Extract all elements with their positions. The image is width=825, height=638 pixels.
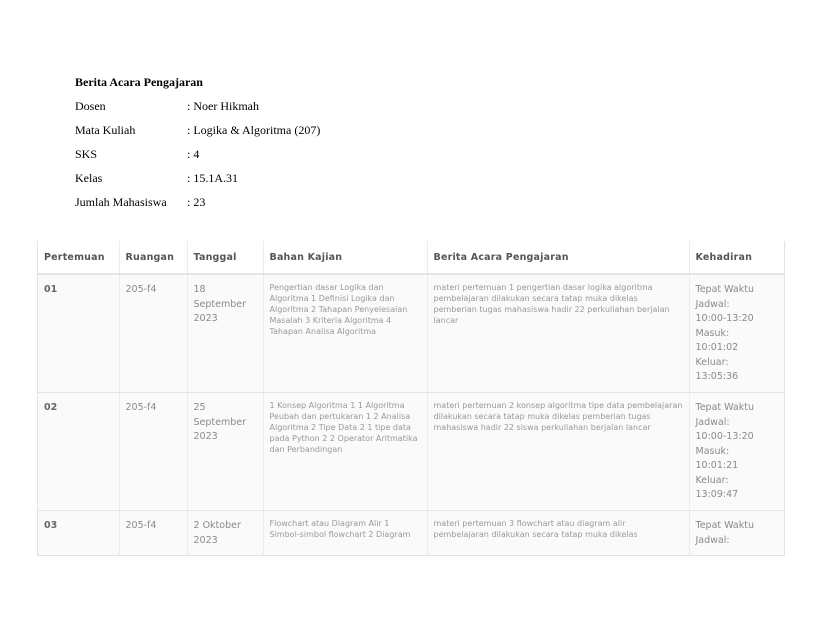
info-value: : Noer Hikmah [187,99,259,113]
cell-bahan-kajian: 1 Konsep Algoritma 1 1 Algoritma Peubah dan pertukaran 1 2 Analisa Algoritma 2 Tipe Data 2 1 tipe data pada Python 2 2 Operator Aritmatika dan Perbandingan [263,393,427,511]
cell-bahan-kajian: Flowchart atau Diagram Alir 1 Simbol-simbol flowchart 2 Diagram [263,511,427,557]
cell-pertemuan: 02 [38,393,119,511]
info-value: : 23 [187,195,206,209]
kehadiran-status: Tepat Waktu [695,520,754,531]
kehadiran-line: 10:01:21 [695,460,739,471]
kehadiran-line: Masuk: [695,445,730,457]
info-row-mata-kuliah [75,121,320,145]
info-row-jumlah-mahasiswa [75,193,320,217]
cell-ruangan: 205-f4 [119,274,187,393]
cell-berita-acara: materi pertemuan 2 konsep algoritma tipe data pembelajaran dilakukan secara tatap muka dikelas pemberian tugas mahasiswa hadir 22 siswa perkuliahan berjalan lancar [427,393,689,511]
kehadiran-line: Jadwal: [695,534,730,546]
kehadiran-line: Keluar: [695,356,729,368]
kehadiran-status: Tepat Waktu [695,284,754,295]
info-label: SKS [75,147,98,161]
cell-kehadiran [689,511,784,557]
kehadiran-line: 13:05:36 [695,371,739,382]
info-label: Jumlah Mahasiswa [75,195,167,209]
table-header-row [38,241,784,274]
cell-pertemuan: 01 [38,274,119,393]
kehadiran-line: Masuk: [695,327,730,339]
cell-tanggal: 2 Oktober 2023 [187,511,263,557]
info-value: : Logika & Algoritma (207) [187,123,321,137]
attendance-table [37,241,785,556]
kehadiran-line: 10:01:02 [695,342,739,353]
kehadiran-line: Keluar: [695,474,729,486]
cell-kehadiran [689,274,784,393]
cell-tanggal: 25 September 2023 [187,393,263,511]
column-header-bahan-kajian: Bahan Kajian [263,241,427,274]
column-header-tanggal: Tanggal [187,241,263,274]
cell-ruangan: 205-f4 [119,393,187,511]
info-row-sks [75,145,320,169]
kehadiran-line: 10:00-13:20 [695,313,754,324]
cell-pertemuan: 03 [38,511,119,557]
info-row-kelas [75,169,320,193]
info-label: Kelas [75,171,103,185]
course-info [75,73,320,217]
column-header-berita-acara: Berita Acara Pengajaran [427,241,689,274]
table-row [38,274,784,393]
cell-bahan-kajian: Pengertian dasar Logika dan Algoritma 1 Definisi Logika dan Algoritma 2 Tahapan Penyelesaian Masalah 3 Kriteria Algoritma 4 Tahapan Analisa Algoritma [263,274,427,393]
kehadiran-line: Jadwal: [695,416,730,428]
column-header-ruangan: Ruangan [119,241,187,274]
kehadiran-line: 10:00-13:20 [695,431,754,442]
column-header-kehadiran: Kehadiran [689,241,784,274]
table-row [38,393,784,511]
cell-ruangan: 205-f4 [119,511,187,557]
column-header-pertemuan: Pertemuan [38,241,119,274]
cell-kehadiran [689,393,784,511]
info-value: : 15.1A.31 [187,171,238,185]
document-title: Berita Acara Pengajaran [75,75,203,89]
info-value: : 4 [187,147,200,161]
info-label: Mata Kuliah [75,123,136,137]
cell-berita-acara: materi pertemuan 1 pengertian dasar logika algoritma pembelajaran dilakukan secara tatap muka dikelas pemberian tugas mahasiswa hadir 22 perkuliahan berjalan lancar [427,274,689,393]
cell-tanggal: 18 September 2023 [187,274,263,393]
kehadiran-line: Jadwal: [695,298,730,310]
cell-berita-acara: materi pertemuan 3 flowchart atau diagram alir pembelajaran dilakukan secara tatap muka dikelas [427,511,689,557]
info-label: Dosen [75,99,106,113]
kehadiran-status: Tepat Waktu [695,402,754,413]
kehadiran-line: 13:09:47 [695,489,739,500]
table-row [38,511,784,557]
info-row-dosen [75,97,320,121]
